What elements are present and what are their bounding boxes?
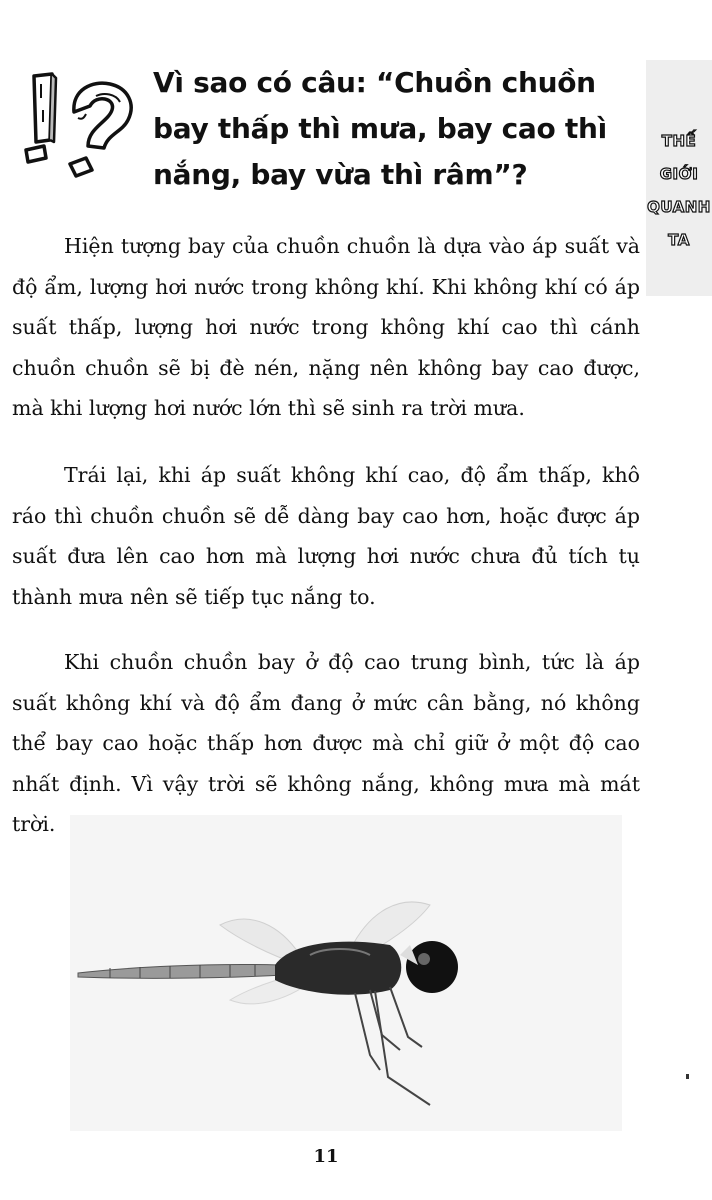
paragraph: Khi chuồn chuồn bay ở độ cao trung bình, tức là áp suất không khí và độ ẩm đang ở mức cân bằng, nó không thể bay cao hoặc thấp hơn được mà chỉ giữ ở một độ cao nhất định. Vì vậy trời sẽ không nắng, không mưa mà mát trời. — [12, 650, 640, 836]
ink-speck — [686, 1074, 689, 1079]
side-tab-word: TA — [668, 231, 690, 249]
side-tab-word: GIỚI — [659, 165, 699, 183]
page-title: Vì sao có câu: “Chuồn chuồn bay thấp thì mưa, bay cao thì nắng, bay vừa thì râm”? — [153, 66, 607, 191]
side-tab-word: THẾ — [661, 132, 697, 150]
page-number: 11 — [313, 1146, 339, 1167]
dragonfly-photo — [70, 815, 622, 1131]
paragraph: Hiện tượng bay của chuồn chuồn là dựa vào áp suất và độ ẩm, lượng hơi nước trong không khí. Khi không khí có áp suất thấp, lượng hơi nước trong không khí cao thì cánh chuồn chuồn sẽ bị đè nén, nặng nên không bay cao được, mà khi lượng hơi nước lớn thì sẽ sinh ra trời mưa. — [12, 234, 640, 420]
exclamation-question-icon — [12, 62, 142, 182]
paragraph: Trái lại, khi áp suất không khí cao, độ ẩm thấp, khô ráo thì chuồn chuồn sẽ dễ dàng bay cao hơn, hoặc được áp suất đưa lên cao hơn mà lượng hơi nước chưa đủ tích tụ thành mưa nên sẽ tiếp tục nắng to. — [12, 463, 640, 609]
chapter-side-tab — [646, 60, 712, 296]
side-tab-word: QUANH — [647, 198, 711, 216]
